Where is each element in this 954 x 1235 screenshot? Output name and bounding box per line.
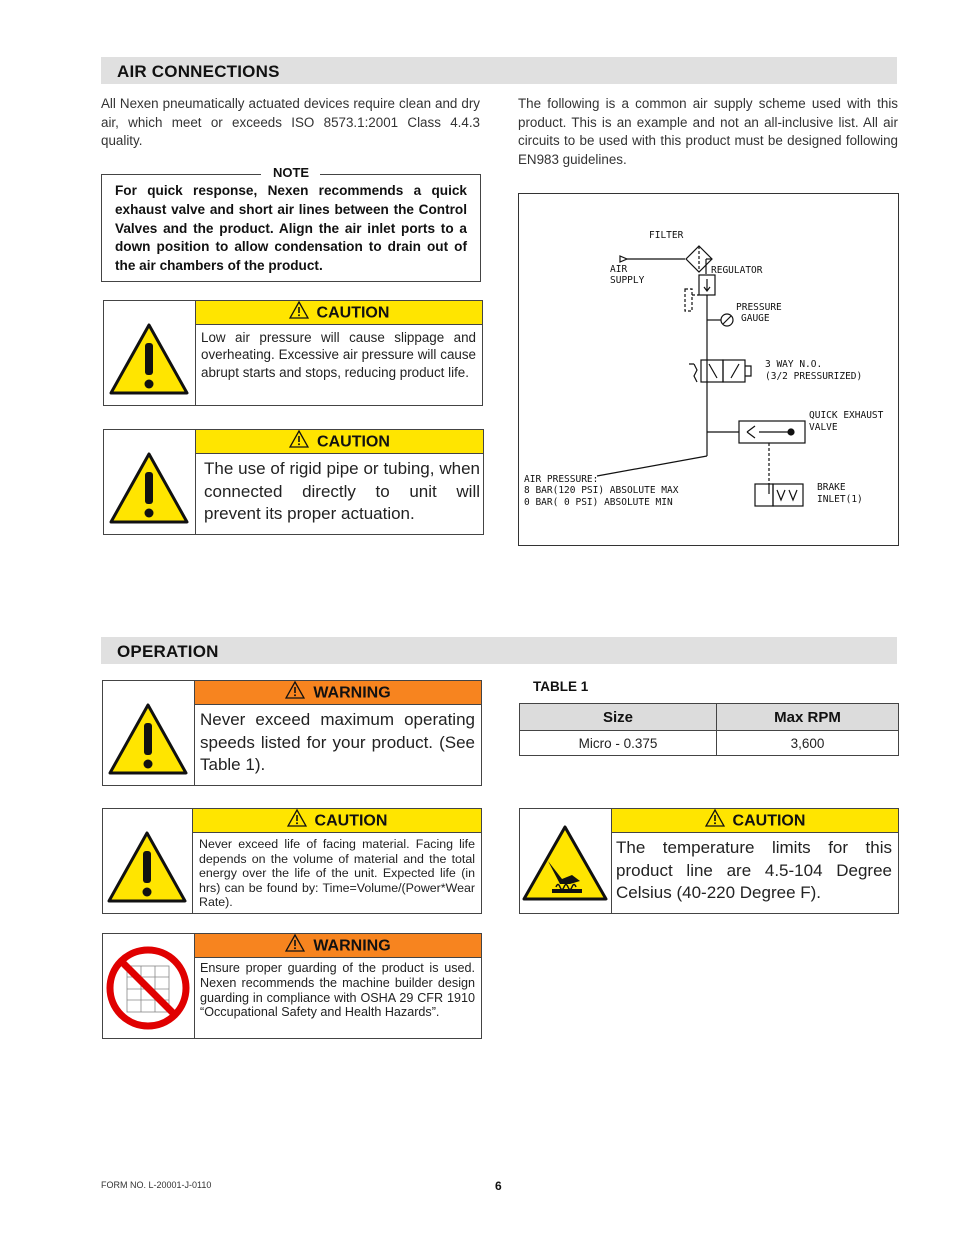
air-supply-schematic [518, 193, 899, 546]
table-cell-size: Micro - 0.375 [520, 731, 717, 756]
filter-label: FILTER [649, 230, 684, 241]
operation-title: OPERATION [117, 642, 219, 661]
inlet-label: INLET(1) [817, 494, 863, 505]
caution-header [196, 301, 482, 325]
table-cell-rpm: 3,600 [717, 731, 899, 756]
warning-header [195, 681, 481, 705]
warning-header-label: WARNING [313, 684, 391, 702]
warning-triangle-icon [103, 681, 195, 785]
valve-label: VALVE [809, 422, 838, 433]
valve-type-label: 3 WAY N.O. [765, 359, 823, 370]
hot-surface-icon [520, 809, 612, 913]
caution-small-triangle-icon [705, 809, 725, 834]
table-row [520, 731, 899, 756]
caution-header-label: CAUTION [316, 304, 390, 322]
warning-text: Ensure proper guarding of the product is used. Nexen recommends the machine builder design guarding in compliance with OSHA 29 CFR 1910 “Occupational Safety and Health Hazards”. [200, 961, 475, 1020]
warning-text: Never exceed maximum operating speeds listed for your product. (See Table 1). [200, 710, 475, 774]
warning-speed-sign [102, 680, 482, 786]
note-label: NOTE [272, 165, 310, 180]
pressure-label: PRESSURE [736, 302, 782, 313]
table-header-row [520, 704, 899, 731]
air-pressure-label: AIR PRESSURE: [524, 474, 599, 485]
caution-text: The use of rigid pipe or tubing, when connected directly to unit will prevent its proper actuation. [204, 459, 480, 523]
no-unguarded-operation-icon [103, 934, 195, 1038]
caution-small-triangle-icon [289, 301, 309, 326]
gauge-label: GAUGE [741, 313, 770, 324]
air-label: AIR [610, 264, 628, 275]
caution-facing-life-sign [102, 808, 482, 914]
warning-small-triangle-icon [285, 681, 305, 706]
caution-text: Low air pressure will cause slippage and overheating. Excessive air pressure will cause abrupt starts and stops, reducing product life. [201, 330, 476, 380]
caution-header-label: CAUTION [317, 433, 390, 451]
brake-label: BRAKE [817, 482, 846, 493]
air-scheme-paragraph: The following is a common air supply scheme used with this product. This is an example and not an all-inclusive list. All air circuits to be used with this product must be designed following EN983 guidelines. [518, 96, 898, 167]
caution-text: The temperature limits for this product line are 4.5-104 Degree Celsius (40-220 Degree F). [616, 838, 892, 902]
min-pressure-label: 0 BAR( 0 PSI) ABSOLUTE MIN [524, 497, 673, 508]
caution-header-label: CAUTION [314, 812, 388, 830]
quick-exhaust-label: QUICK EXHAUST [809, 410, 884, 421]
regulator-label: REGULATOR [711, 265, 763, 276]
max-pressure-label: 8 BAR(120 PSI) ABSOLUTE MAX [524, 485, 679, 496]
warning-header-label: WARNING [313, 937, 391, 955]
warning-triangle-icon [104, 430, 196, 534]
caution-small-triangle-icon [289, 430, 309, 455]
caution-header [193, 809, 481, 833]
max-rpm-table [519, 703, 899, 756]
air-connections-title: AIR CONNECTIONS [117, 62, 280, 81]
warning-triangle-icon [103, 809, 193, 913]
note-text: For quick response, Nexen recommends a quick exhaust valve and short air lines between the Control Valves and the product. Align the air inlet ports to a down position to allow condensation to drain out of the air chambers of the product. [115, 183, 467, 274]
operation-heading-bar [101, 637, 897, 664]
air-connections-heading-bar [101, 57, 897, 84]
warning-small-triangle-icon [285, 934, 305, 959]
caution-header [612, 809, 898, 833]
valve-mode-label: (3/2 PRESSURIZED) [765, 371, 863, 382]
warning-guarding-sign [102, 933, 482, 1039]
table-header-max-rpm: Max RPM [717, 704, 899, 731]
caution-text: Never exceed life of facing material. Facing life depends on the volume of material and the total energy over the life of the unit. Expected life (in hrs) can be found by: Time=Volume/(Power*Wear Rate). [199, 837, 475, 910]
supply-label: SUPPLY [610, 275, 645, 286]
air-quality-paragraph: All Nexen pneumatically actuated devices require clean and dry air, which meet or exceeds ISO 8573.1:2001 Class 4.4.3 quality. [101, 96, 480, 149]
table-title: TABLE 1 [533, 679, 589, 694]
warning-header [195, 934, 481, 958]
caution-temperature-sign [519, 808, 899, 914]
caution-rigid-pipe-sign [103, 429, 484, 535]
form-number: FORM NO. L-20001-J-0110 [101, 1180, 212, 1190]
warning-triangle-icon [104, 301, 196, 405]
page-number: 6 [495, 1179, 502, 1193]
caution-low-pressure-sign [103, 300, 483, 406]
caution-header-label: CAUTION [732, 812, 806, 830]
table-header-size: Size [520, 704, 717, 731]
caution-small-triangle-icon [287, 809, 307, 834]
caution-header [196, 430, 483, 454]
